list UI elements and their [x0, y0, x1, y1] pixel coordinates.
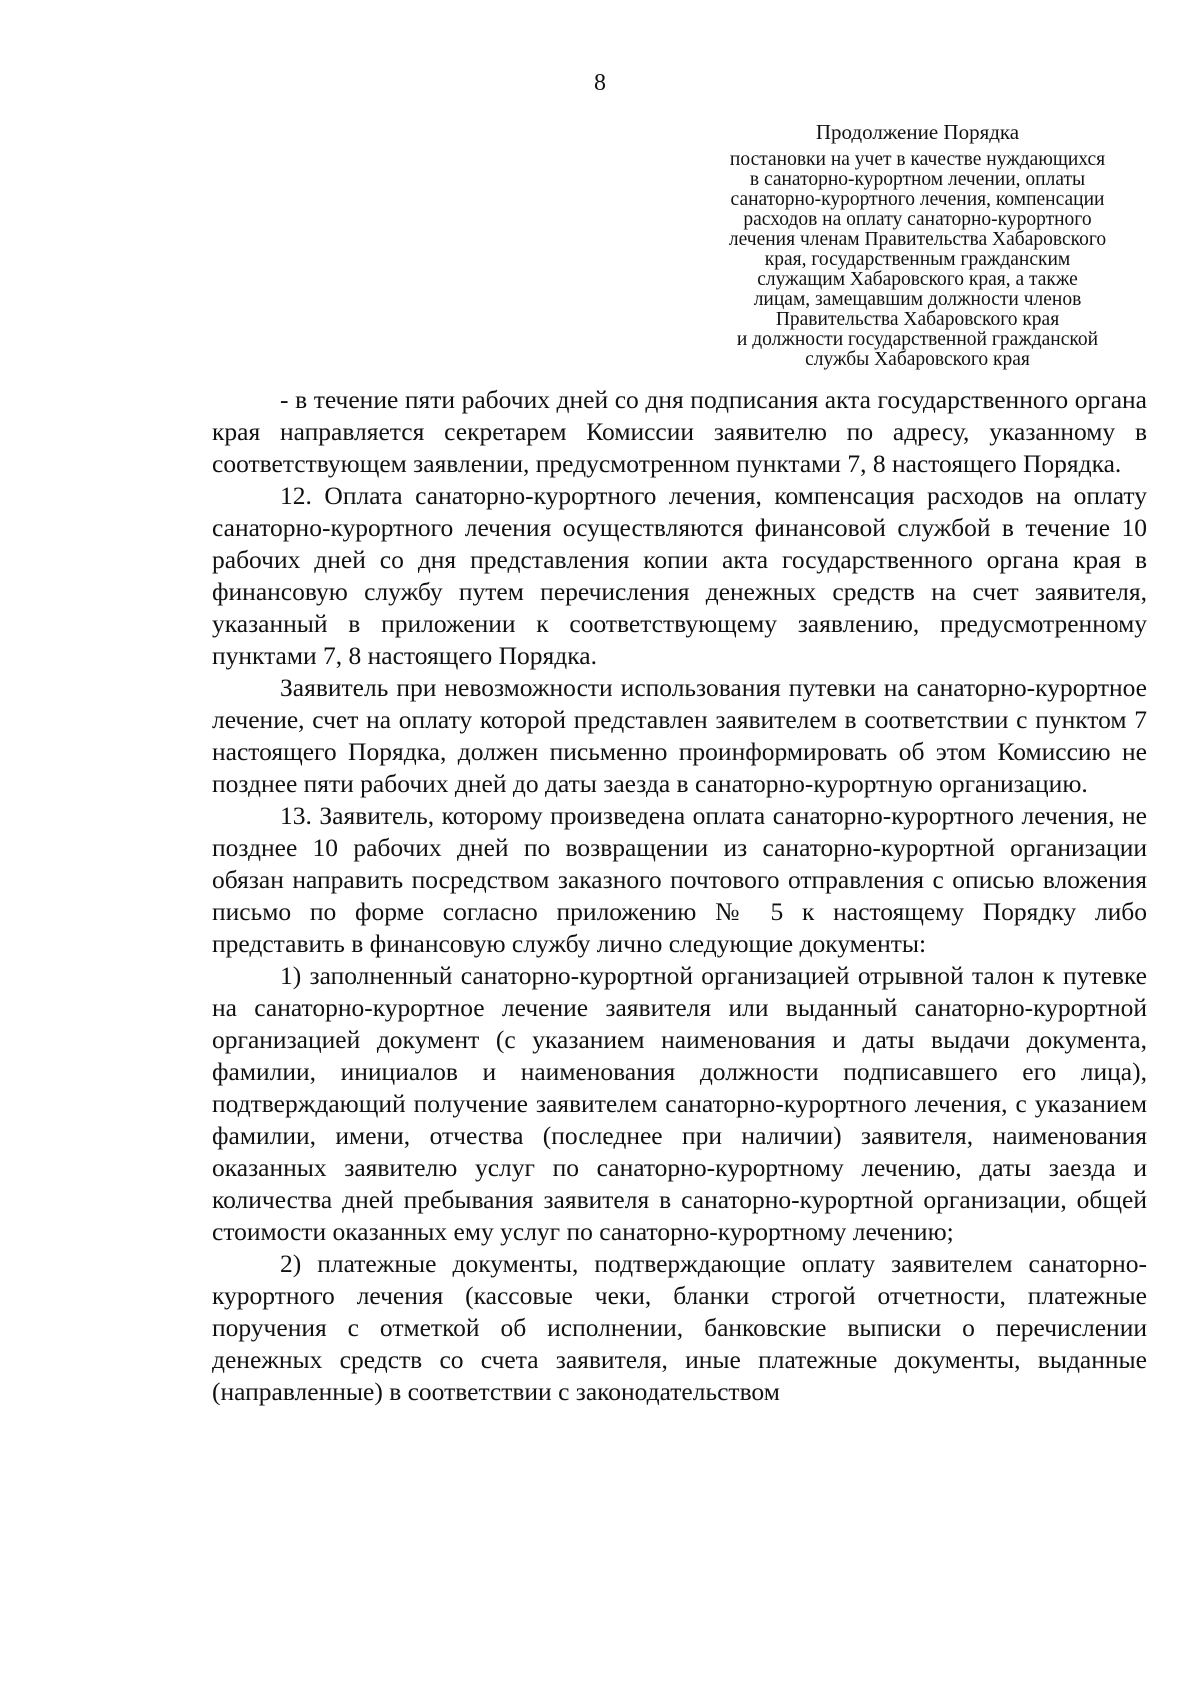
paragraph-5: 1) заполненный санаторно-курортной организацией отрывной талон к путевке на санаторно-курортное лечение заявителя или выданный санаторно-курортной организацией документ (с указанием наименования и даты выдачи документа, фамилии, инициалов и наименования должности подписавшего его лица), подтверждающий получение заявителем санаторно-курортного лечения, с указанием фамилии, имени, отчества (последнее при наличии) заявителя, наименования оказанных заявителю услуг по санаторно-курортному лечению, даты заезда и количества дней пребывания заявителя в санаторно-курортной организации, общей стоимости оказанных ему услуг по санаторно-курортному лечению;	[212, 961, 1147, 1246]
paragraph-3: Заявитель при невозможности использования путевки на санаторно-курортное лечение, счет на оплату которой представлен заявителем в соответствии с пунктом 7 настоящего Порядка, должен письменно проинформировать об этом Комиссию не позднее пяти рабочих дней до даты заезда в санаторно-курортную организацию.	[212, 673, 1147, 798]
paragraph-4: 13. Заявитель, которому произведена оплата санаторно-курортного лечения, не позднее 10 рабочих дней по возвращении из санаторно-курортной организации обязан направить посредством заказного почтового отправления с описью вложения письмо по форме согласно приложению № 5 к настоящему Порядку либо представить в финансовую службу лично следующие документы:	[212, 801, 1147, 958]
header-body: постановки на учет в качестве нуждающихся в санаторно-курортном лечении, оплаты санаторно-курортного лечения, компенсации расходов на оплату санаторно-курортного лечения членам Правительства Хабаровского края, государственным гражданским служащим Хабаровского края, а также лицам, замещавшим должности членов Правительства Хабаровского края и должности государственной гражданской службы Хабаровского края	[728, 149, 1107, 370]
page-number: 8	[594, 70, 606, 96]
paragraph-1: - в течение пяти рабочих дней со дня подписания акта государственного органа края направляется секретарем Комиссии заявителю по адресу, указанному в соответствующем заявлении, предусмотренном пунктами 7, 8 настоящего Порядка.	[212, 385, 1147, 478]
document-header	[665, 120, 1170, 370]
paragraph-2: 12. Оплата санаторно-курортного лечения, компенсация расходов на оплату санаторно-курортного лечения осуществляются финансовой службой в течение 10 рабочих дней со дня представления копии акта государственного органа края в финансовую службу путем перечисления денежных средств на счет заявителя, указанный в приложении к соответствующему заявлению, предусмотренному пунктами 7, 8 настоящего Порядка.	[212, 481, 1147, 670]
header-title: Продолжение Порядка	[815, 120, 1020, 144]
document-body	[212, 384, 1147, 1408]
paragraph-6: 2) платежные документы, подтверждающие оплату заявителем санаторно-курортного лечения (кассовые чеки, бланки строгой отчетности, платежные поручения с отметкой об исполнении, банковские выписки о перечислении денежных средств со счета заявителя, иные платежные документы, выданные (направленные) в соответствии с законодательством	[212, 1249, 1147, 1406]
